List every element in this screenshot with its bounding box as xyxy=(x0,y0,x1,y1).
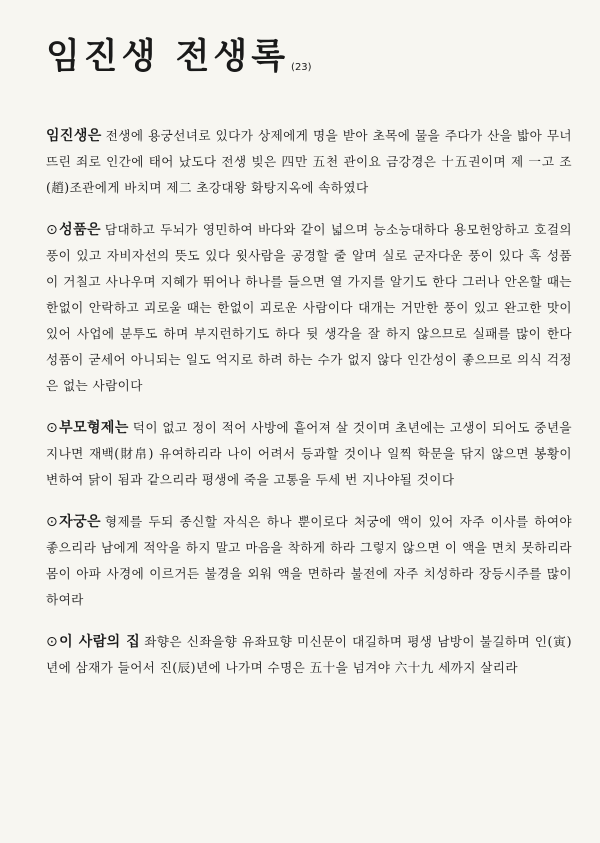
section-children xyxy=(46,509,572,613)
section-family xyxy=(46,415,572,493)
section-text: 담대하고 두뇌가 영민하여 바다와 같이 넓으며 능소능대하다 용모헌앙하고 호걸의 풍이 있고 자비자선의 뜻도 있다 윗사람을 공경할 줄 알며 실로 군자다운 풍이 있다 혹 성품이 거칠고 사나우며 지혜가 뛰어나 하나를 들으면 열 가지를 알기도 한다 그러나 안온할 때는 한없이 안락하고 괴로울 때는 한없이 괴로운 사람이다 대개는 거만한 풍이 있고 완고한 맛이 있어 사업에 분투도 하며 부지런하기도 하다 뒷 생각을 잘 하지 않으므로 실패를 많이 한다 성품이 굳세어 아니되는 일도 억지로 하려 하는 수가 없지 않다 인간성이 좋으므로 의식 걱정은 없는 사람이다 xyxy=(46,222,572,393)
section-heading-label: 자궁은 xyxy=(59,514,101,530)
section-paragraph xyxy=(46,629,572,681)
section-heading-label: 이 사람의 집 xyxy=(59,634,141,650)
section-house xyxy=(46,629,572,681)
section-text: 전생에 용궁선녀로 있다가 상제에게 명을 받아 초목에 물을 주다가 산을 밟아 무너뜨린 죄로 인간에 태어 났도다 전생 빚은 四만 五천 관이요 금강경은 十五권이며 제 一고 조(趙)조관에게 바치며 제二 초강대왕 화탕지옥에 속하였다 xyxy=(46,128,572,195)
section-heading xyxy=(46,634,140,650)
bullet-icon: ⊙ xyxy=(46,222,59,238)
section-heading-label: 부모형제는 xyxy=(59,420,129,436)
section-text: 좌향은 신좌을향 유좌묘향 미신문이 대길하며 평생 남방이 불길하며 인(寅)년에 삼재가 들어서 진(辰)년에 나가며 수명은 五十을 넘겨야 六十九 세까지 살리라 xyxy=(46,634,572,675)
section-text: 형제를 두되 종신할 자식은 하나 뿐이로다 처궁에 액이 있어 자주 이사를 하여야 좋으리라 남에게 적악을 하지 말고 마음을 착하게 하라 그렇지 않으면 이 액을 면치 못하리라 몸이 아파 사경에 이르거든 불경을 외워 액을 면하라 불전에 자주 치성하라 장등시주를 많이 하여라 xyxy=(46,514,572,607)
bullet-icon: ⊙ xyxy=(46,420,59,436)
section-heading: 임진생은 xyxy=(46,128,102,144)
title-row xyxy=(46,37,572,77)
section-heading xyxy=(46,514,101,530)
section-text: 덕이 없고 정이 적어 사방에 흩어져 살 것이며 초년에는 고생이 되어도 중년을 지나면 재백(財帛) 유여하리라 나이 어려서 등과할 것이나 일찍 학문을 닦지 않으면 봉황이 변하여 닭이 됨과 같으리라 평생에 죽을 고통을 두세 번 지나야될 것이다 xyxy=(46,420,572,487)
section-heading-label: 성품은 xyxy=(59,222,101,238)
bullet-icon: ⊙ xyxy=(46,634,59,650)
section-paragraph xyxy=(46,123,572,201)
page-title: 임진생 전생록 xyxy=(46,37,290,77)
section-paragraph xyxy=(46,217,572,399)
section-paragraph xyxy=(46,509,572,613)
page-number: (23) xyxy=(291,62,312,73)
section-personality xyxy=(46,217,572,399)
section-heading xyxy=(46,222,101,238)
section-paragraph xyxy=(46,415,572,493)
section-heading xyxy=(46,420,129,436)
bullet-icon: ⊙ xyxy=(46,514,59,530)
section-birth xyxy=(46,123,572,201)
